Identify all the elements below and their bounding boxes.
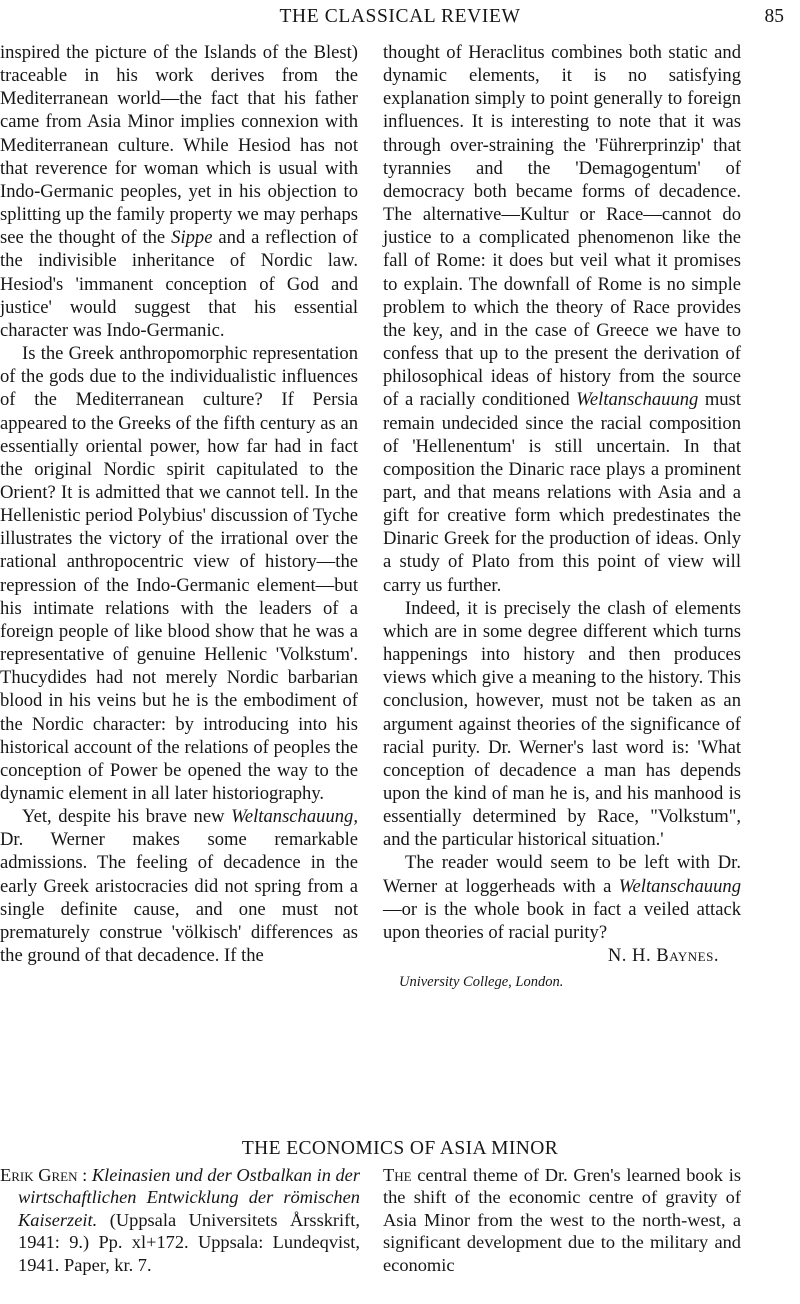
left-p1-end: and a reflection of the indivisible inheritance of Nordic law. Hesiod's 'immanent conception of God and justice' would suggest that his essential character was Indo-Germanic. xyxy=(0,227,358,341)
left-paragraph-1 xyxy=(0,41,358,342)
review-body-text: central theme of Dr. Gren's learned book is the shift of the economic centre of gravity of Asia Minor from the west to the north-west, a significant development due to the military and economic xyxy=(383,1165,741,1275)
right-paragraph-1 xyxy=(383,41,741,597)
running-title: THE CLASSICAL REVIEW xyxy=(279,6,521,27)
citation-title: Kleinasien und der Ostbalkan in der wirtschaftlichen Entwicklung der römischen Kaiserzeit. xyxy=(18,1165,361,1230)
book-citation xyxy=(0,1164,360,1276)
left-p3-italic: Weltanschauung, xyxy=(231,806,358,828)
right-paragraph-2: Indeed, it is precisely the clash of elements which are in some degree different which turns happenings into history and then produces views which give a meaning to the history. This conclusion, however, must not be taken as an argument against theories of the significance of racial purity. Dr. Werner's last word is: 'What conception of decadence a man has depends upon the kind of man he is, and his manhood is essentially determined by Race, "Volkstum", and the particular historical situation.' xyxy=(383,597,741,851)
right-p3-start: The reader would seem to be left with Dr. Werner at loggerheads with a xyxy=(383,852,741,897)
left-p1-italic: Sippe xyxy=(171,227,213,249)
page-number: 85 xyxy=(764,6,784,27)
left-paragraph-2: Is the Greek anthropomorphic representation of the gods due to the individualistic influences of the Mediterranean culture? If Persia appeared to the Greeks of the fifth century as an essentially oriental power, how far had in fact the original Nordic spirit capitulated to the Orient? It is admitted that we cannot tell. In the Hellenistic period Polybius' discussion of Tyche illustrates the victory of the irrational over the rational anthropocentric view of history—the repression of the Indo-Germanic element—but his intimate relations with the leaders of a foreign people of like blood show that he was a representative of genuine Hellenic 'Volkstum'. Thucydides had not merely Nordic barbarian blood in his veins but he is the embodiment of the Nordic character: by introducing into his historical account of the relations of peoples the conception of Power be opened the way to the dynamic element in all later historiography. xyxy=(0,343,358,804)
citation-block: Erik Gren : Kleinasien und der Ostbalkan in der wirtschaftlichen Entwicklung der römischen Kaiserzeit. (Uppsala Universitets Årsskrift, 1941: 9.) Pp. xl+172. Uppsala: Lundeqvist, 1941. Paper, kr. 7. xyxy=(0,1165,361,1275)
section-heading: THE ECONOMICS OF ASIA MINOR xyxy=(241,1138,559,1159)
page-header xyxy=(0,6,800,36)
right-p1-end: must remain undecided since the racial composition of 'Hellenentum' is still uncertain. In that composition the Dinaric race plays a prominent part, and that means relations with Asia and a gift for creative form which predestinates the Dinaric Greek for the production of ideas. Only a study of Plato from this point of view will carry us further. xyxy=(383,389,741,596)
signature-initials: N. H. xyxy=(607,945,652,967)
right-paragraph-3 xyxy=(383,851,741,944)
left-column xyxy=(0,41,358,967)
left-p3-start: Yet, despite his brave new xyxy=(22,806,225,828)
right-p1-start: thought of Heraclitus combines both static and dynamic elements, it is no satisfying explanation simply to point generally to foreign influences. It is interesting to note that it was through over-straining the 'Führerprinzip' that tyrannies and the 'Demagogentum' of democracy both became forms of decadence. The alternative—Kultur or Race—cannot do justice to a complicated phenomenon like the fall of Rome: it does but veil what it promises to explain. The downfall of Rome is no simple problem to which the theory of Race provides the key, and in the case of Greece we have to confess that up to the present the derivation of philosophical ideas of history from the source of a racially conditioned xyxy=(383,42,741,411)
review-first-word: The xyxy=(383,1165,412,1185)
reviewer-affiliation: University College, London. xyxy=(399,974,564,991)
right-p3-end: —or is the whole book in fact a veiled attack upon theories of racial purity? xyxy=(383,898,741,943)
right-p3-italic: Weltanschauung xyxy=(618,875,741,897)
left-paragraph-3 xyxy=(0,805,358,967)
citation-author: Erik Gren xyxy=(0,1165,78,1185)
signature-surname: Baynes. xyxy=(656,945,719,967)
reviewer-signature xyxy=(383,944,741,967)
citation-details: (Uppsala Universitets Årsskrift, 1941: 9.) Pp. xl+172. Uppsala: Lundeqvist, 1941. Paper, kr. 7. xyxy=(18,1209,360,1275)
right-p1-italic: Weltanschauung xyxy=(576,389,699,411)
right-column xyxy=(383,41,741,994)
left-p1-text: inspired the picture of the Islands of the Blest) traceable in his work derives from the Mediterranean world—the fact that his father came from Asia Minor implies connexion with Mediterranean culture. While Hesiod has not that reverence for woman which is usual with Indo-Germanic peoples, yet in his objection to splitting up the family property we may perhaps see the thought of the xyxy=(0,42,358,249)
left-p3-end: Dr. Werner makes some remarkable admissions. The feeling of decadence in the early Greek aristocracies did not spring from a single definite cause, and one must not prematurely construe 'völkisch' differences as the ground of that decadence. If the xyxy=(0,829,358,967)
review-opening xyxy=(383,1164,741,1276)
